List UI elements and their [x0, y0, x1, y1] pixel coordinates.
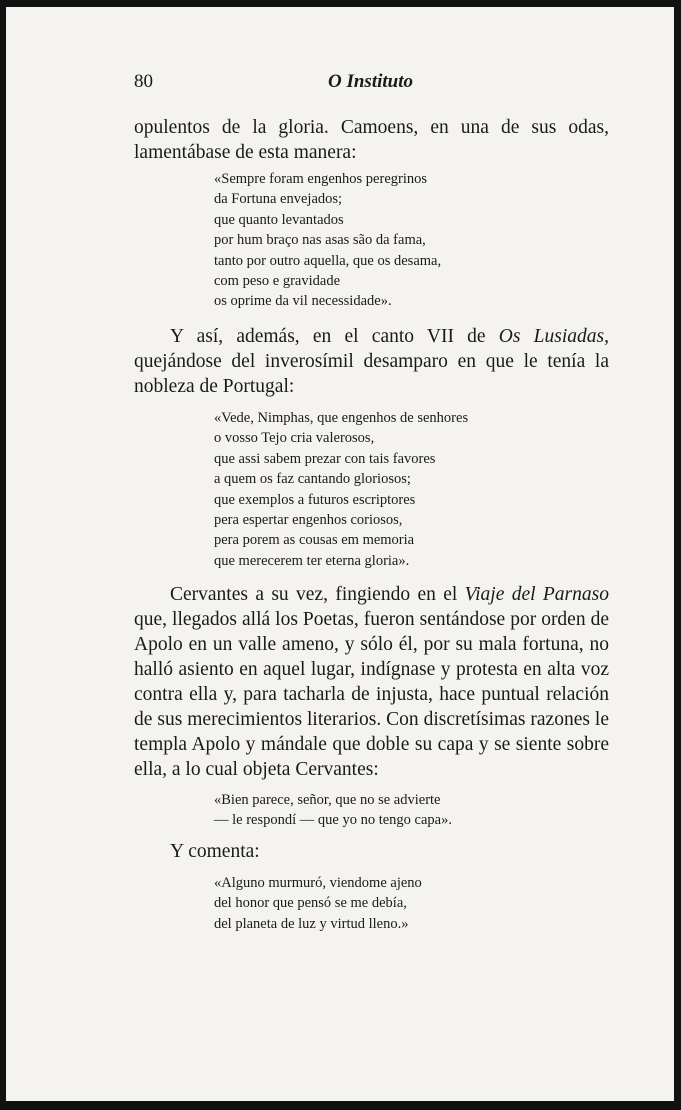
verse-line: a quem os faz cantando gloriosos;	[214, 471, 411, 488]
verse-block-2	[214, 408, 534, 571]
verse-block-3	[214, 790, 534, 831]
paragraph-2-text	[134, 324, 609, 399]
page-number: 80	[134, 71, 153, 92]
verse-block-4	[214, 873, 534, 934]
verse-line: da Fortuna envejados;	[214, 191, 343, 208]
paragraph-3-text	[134, 582, 609, 782]
verse-line: que assi sabem prezar con tais favores	[214, 450, 436, 467]
verse-line: que quanto levantados	[214, 211, 344, 228]
verse-line: del planeta de luz y virtud lleno.»	[214, 915, 409, 932]
page-header	[134, 71, 602, 101]
paragraph-4-text: Y comenta:	[170, 841, 260, 862]
verse-line: — le respondí — que yo no tengo capa».	[214, 812, 452, 829]
verse-line: «Vede, Nimphas, que engenhos de senhores	[214, 410, 469, 426]
paragraph-2	[134, 324, 609, 399]
verse-line: «Alguno murmuró, viendome ajeno	[214, 875, 422, 891]
text-run: quejándose del inverosímil desamparo en que le tenía la nobleza de Portugal:	[134, 351, 609, 397]
verse-line: «Bien parece, señor, que no se advierte	[214, 792, 441, 808]
text-run: Cervantes a su vez, fingiendo en el	[170, 584, 465, 605]
verse-line: com peso e gravidade	[214, 273, 341, 290]
running-title: O Instituto	[328, 71, 414, 92]
book-title: Viaje del Parnaso	[464, 584, 609, 605]
verse-line: que exemplos a futuros escriptores	[214, 491, 416, 508]
paragraph-1	[134, 115, 609, 165]
verse-line: del honor que pensó se me debía,	[214, 895, 407, 912]
paragraph-3	[134, 582, 609, 782]
verse-line: o vosso Tejo cria valerosos,	[214, 430, 375, 447]
verse-line: por hum braço nas asas são da fama,	[214, 232, 426, 249]
verse-line: «Sempre foram engenhos peregrinos	[214, 171, 428, 187]
book-page	[6, 7, 674, 1101]
verse-line: pera porem as cousas em memoria	[214, 532, 415, 549]
paragraph-4	[134, 839, 609, 864]
verse-line: tanto por outro aquella, que os desama,	[214, 252, 442, 269]
paragraph-1-text: opulentos de la gloria. Camoens, en una de sus odas, lamentábase de esta manera:	[134, 117, 609, 163]
text-run: que, llegados allá los Poetas, fueron sentándose por orden de Apolo en un valle ameno, y sólo él, por su mala fortuna, no halló asiento en aquel lugar, indígnase y protesta en alta voz contra ella y, para tacharla de injusta, hace puntual relación de sus merecimientos literarios. Con discretísimas razones le templa Apolo y mándale que doble su capa y se siente sobre ella, a lo cual objeta Cervantes:	[134, 609, 609, 780]
verse-line: que merecerem ter eterna gloria».	[214, 552, 410, 569]
verse-line: pera espertar engenhos coriosos,	[214, 512, 403, 529]
verse-line: os oprime da vil necessidade».	[214, 293, 392, 310]
text-run: Y así, además, en el canto VII de	[170, 326, 499, 347]
verse-block-1	[214, 169, 534, 312]
book-title: Os Lusiadas,	[498, 326, 609, 347]
